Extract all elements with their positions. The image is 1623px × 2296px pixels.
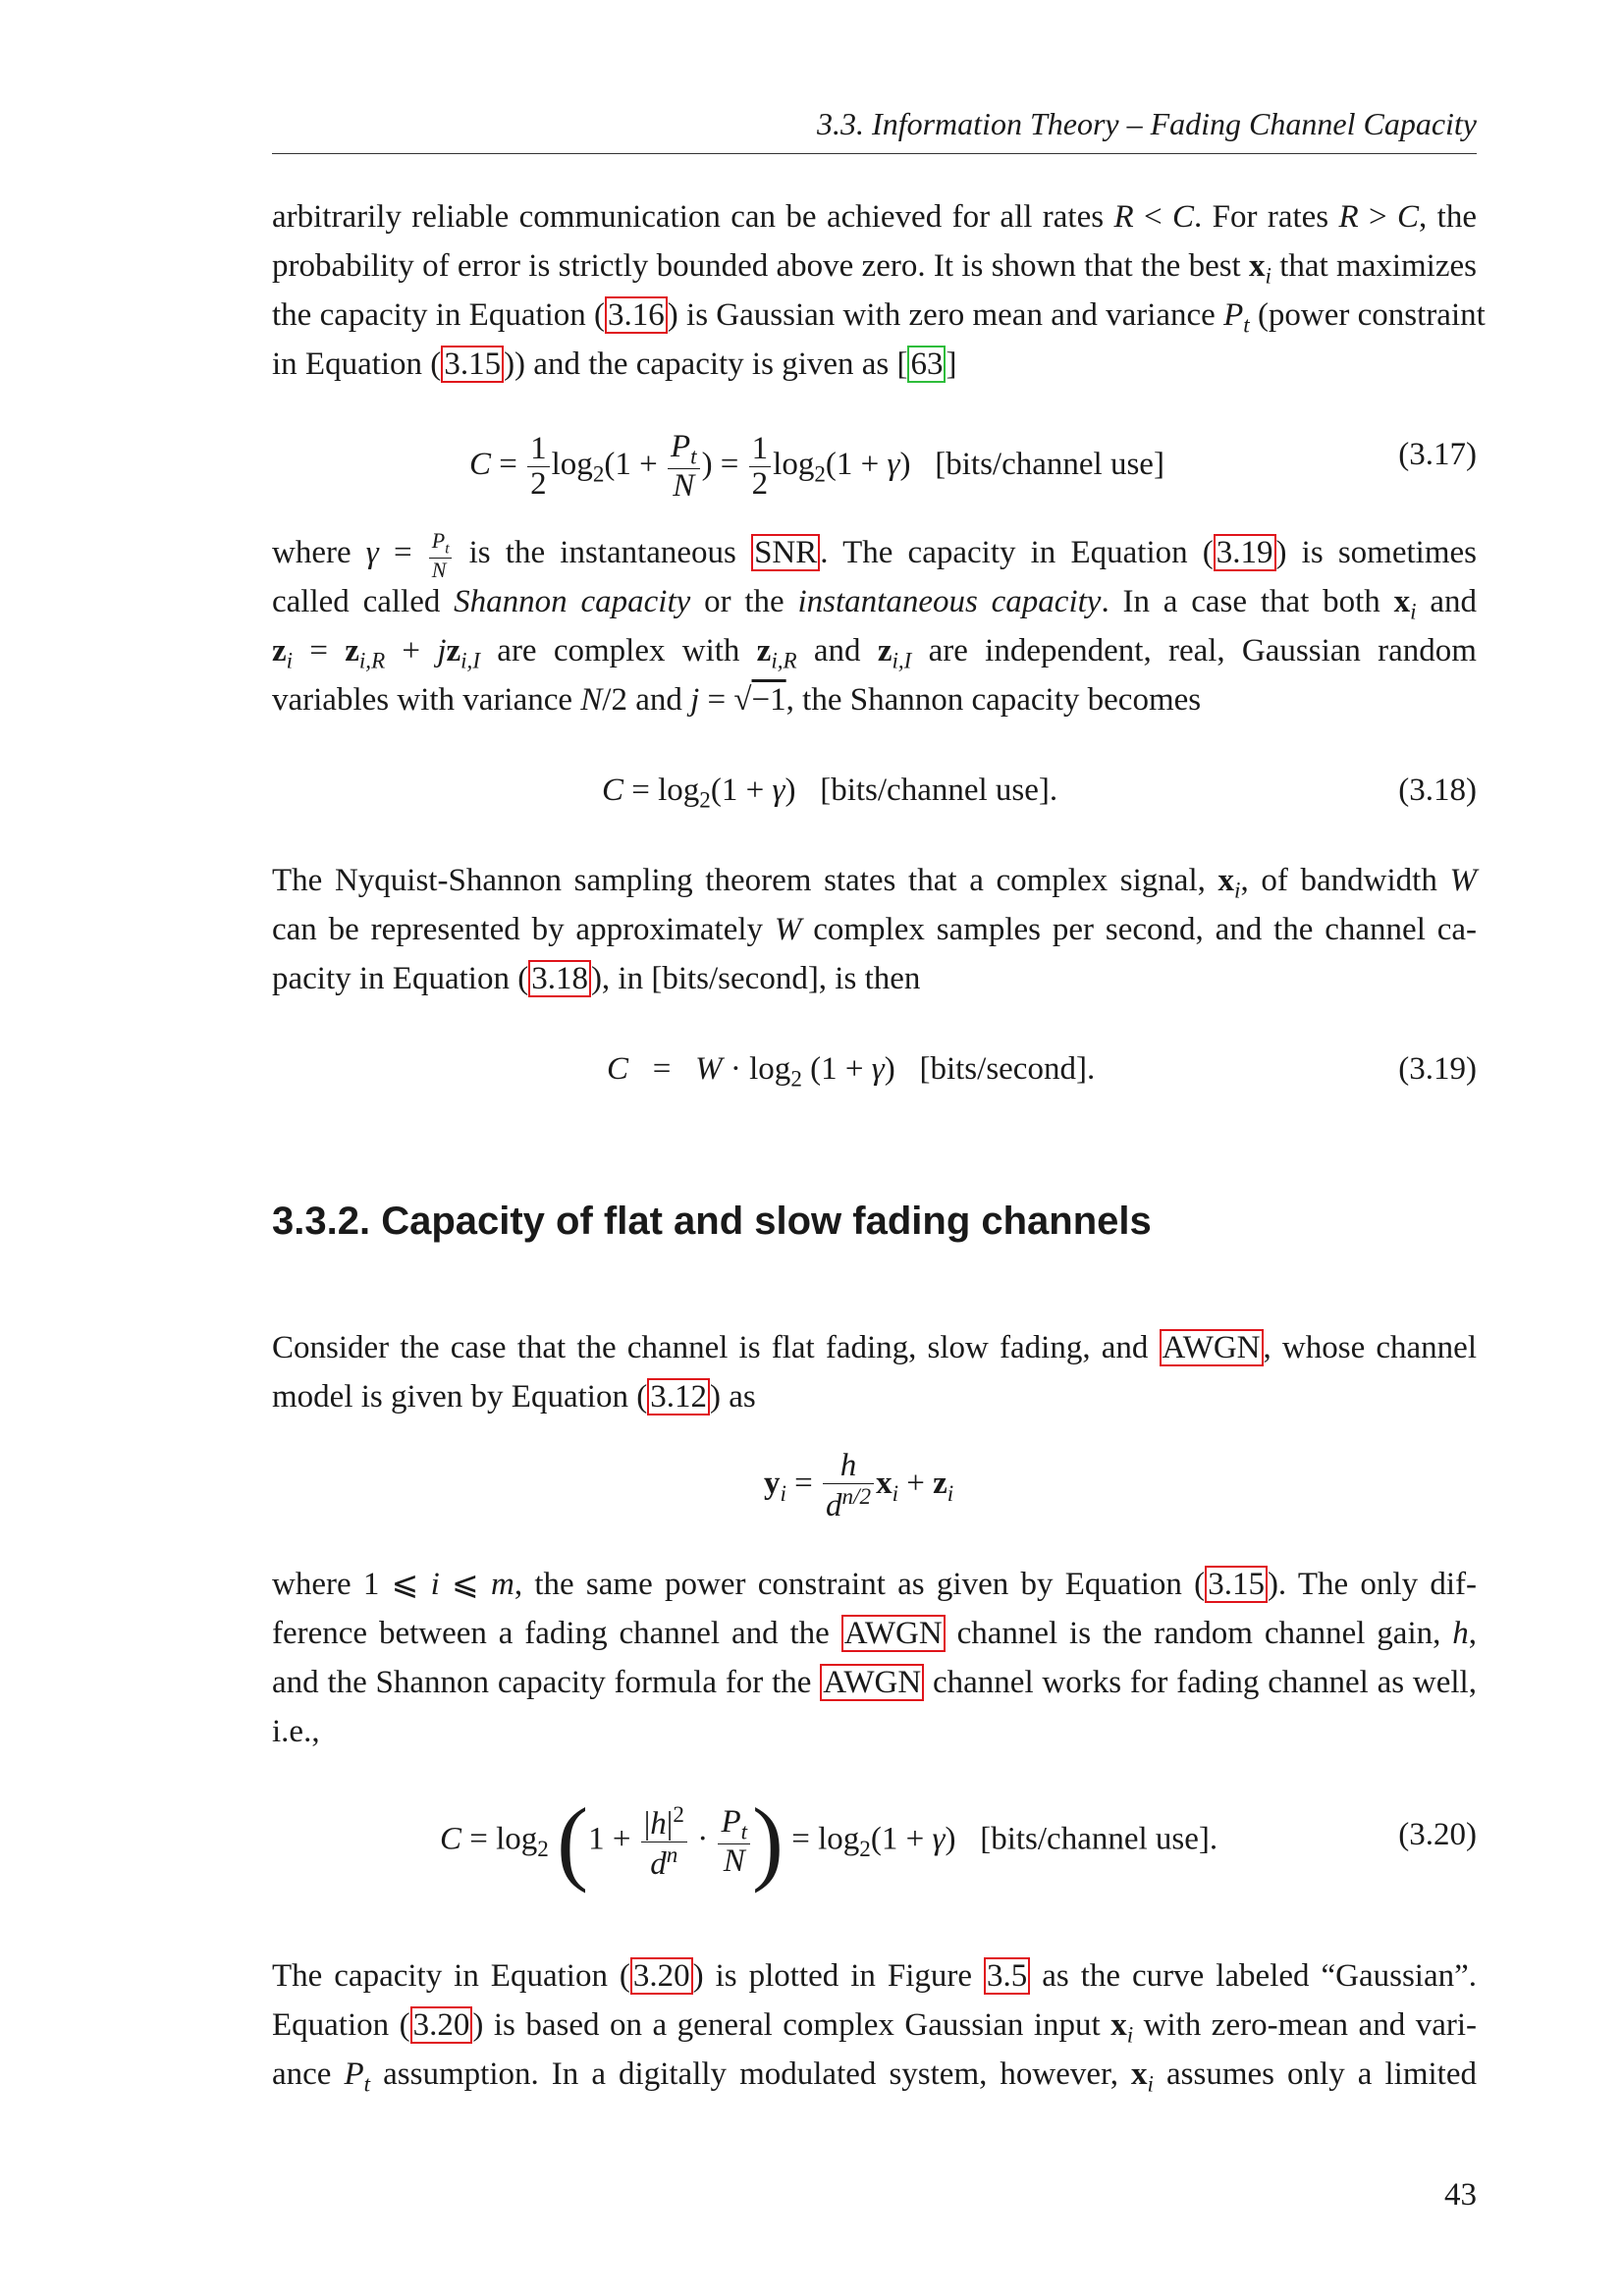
ref-eq-3-16[interactable]: 3.16 bbox=[605, 296, 668, 334]
paragraph-gaussian-curve: The capacity in Equation (3.20) is plotted in Figure 3.5 as the curve labeled “Gaussian”. Equation (3.20) is based on a general complex Gaussian input $x_i$ with zero-mean and vari- ance $P_t$ assumption. In a digitally modulated system, however, $x_i$ assumes only a limited bbox=[272, 1958, 1478, 2097]
ref-awgn[interactable]: AWGN bbox=[1160, 1329, 1264, 1366]
running-header: 3.3. Information Theory – Fading Channel Capacity bbox=[272, 102, 1477, 154]
eq-3-17-unit: [bits/channel use] bbox=[935, 446, 1164, 482]
equation-number-3-20: (3.20) bbox=[1398, 1817, 1477, 1852]
ref-fig-3-5[interactable]: 3.5 bbox=[984, 1957, 1030, 1995]
equation-3-18: $C = \log_2(1 + \gamma)$ [bits/channel use]. bbox=[602, 773, 1058, 813]
equation-number-3-17: (3.17) bbox=[1398, 437, 1477, 472]
eq-3-20-unit: [bits/channel use]. bbox=[980, 1821, 1218, 1857]
equation-3-17: C = $\frac{1}{2}$ $\log_2(1$ + $\frac{P_t}{N}$ ) = $\frac{1}{2}$ $\log_2(1 + \gamma)$ [bits/channel use] bbox=[469, 429, 1164, 504]
ref-eq-3-15[interactable]: 3.15 bbox=[441, 346, 504, 383]
page-number: 43 bbox=[1444, 2177, 1477, 2213]
equation-3-20: $C = \log_2 (1$ + $\frac{|h|^2}{d^n}$ · $\frac{P_t}{N}$ ) = $\log_2(1 + \gamma)$ [bits/channel use]. bbox=[440, 1789, 1218, 1894]
ref-eq-3-20[interactable]: 3.20 bbox=[630, 1957, 693, 1995]
paragraph-flat-fading: Consider the case that the channel is flat fading, slow fading, and AWGN, whose channel model is given by Equation (3.12) as bbox=[272, 1330, 1477, 1415]
equation-number-3-19: (3.19) bbox=[1398, 1051, 1477, 1087]
ref-awgn-c[interactable]: AWGN bbox=[820, 1664, 924, 1701]
citation-63[interactable]: 63 bbox=[907, 346, 946, 383]
paragraph-shannon-capacity: where γ = $\frac{P_t}{N}$ is the instantaneous SNR. The capacity in Equation (3.19) is sometimes called called Shannon capacity or the instantaneous capacity. In a case that both $x_i$ and $z_i = z_{i,R} + jz_{i,I}$ are complex with $z_{i,R}$ and $z_{i,I}$ are independent, real, Gaussian random variables with variance N/2 and j = √−1, the Shannon capacity becomes bbox=[272, 528, 1477, 718]
ref-eq-3-18[interactable]: 3.18 bbox=[528, 960, 591, 997]
ref-eq-3-12[interactable]: 3.12 bbox=[647, 1378, 710, 1415]
eq-3-18-unit: [bits/channel use]. bbox=[820, 773, 1058, 808]
equation-channel-model: $y_i$ = $\frac{h}{d^{n/2}}$ $x_i + z_i$ bbox=[764, 1448, 954, 1523]
eq-3-19-unit: [bits/second]. bbox=[919, 1051, 1096, 1087]
paragraph-nyquist: The Nyquist-Shannon sampling theorem states that a complex signal, $x_i$, of bandwidth W can be represented by approximately W complex samples per second, and the channel ca- pacity in Equation (3.18), in [bits/second], is then bbox=[272, 863, 1477, 996]
section-heading: 3.3.2. Capacity of flat and slow fading channels bbox=[272, 1200, 1152, 1243]
ref-snr[interactable]: SNR bbox=[751, 534, 820, 571]
ref-awgn-b[interactable]: AWGN bbox=[841, 1615, 946, 1652]
ref-eq-3-15-b[interactable]: 3.15 bbox=[1205, 1566, 1268, 1603]
ref-eq-3-19[interactable]: 3.19 bbox=[1214, 534, 1276, 571]
equation-number-3-18: (3.18) bbox=[1398, 773, 1477, 808]
paragraph-capacity-intro: arbitrarily reliable communication can be achieved for all rates R < C. For rates R > C, the probability of error is strictly bounded above zero. It is shown that the best $x_i$ that maximizes the capacity in Equation (3.16) is Gaussian with zero mean and variance $P_t$ (power constraint in Equation (3.15)) and the capacity is given as [63] bbox=[272, 199, 1486, 382]
equation-3-19: $C = W \cdot \log_2 (1 + \gamma)$ [bits/second]. bbox=[607, 1051, 1096, 1092]
ref-eq-3-20-b[interactable]: 3.20 bbox=[410, 2006, 473, 2044]
paragraph-fading-difference: where 1 ⩽ i ⩽ m, the same power constraint as given by Equation (3.15). The only dif- ference between a fading channel and the AWGN channel is the random channel gain, h, and the Shannon capacity formula for the AWGN channel works for fading channel as well, i.e., bbox=[272, 1567, 1478, 1749]
